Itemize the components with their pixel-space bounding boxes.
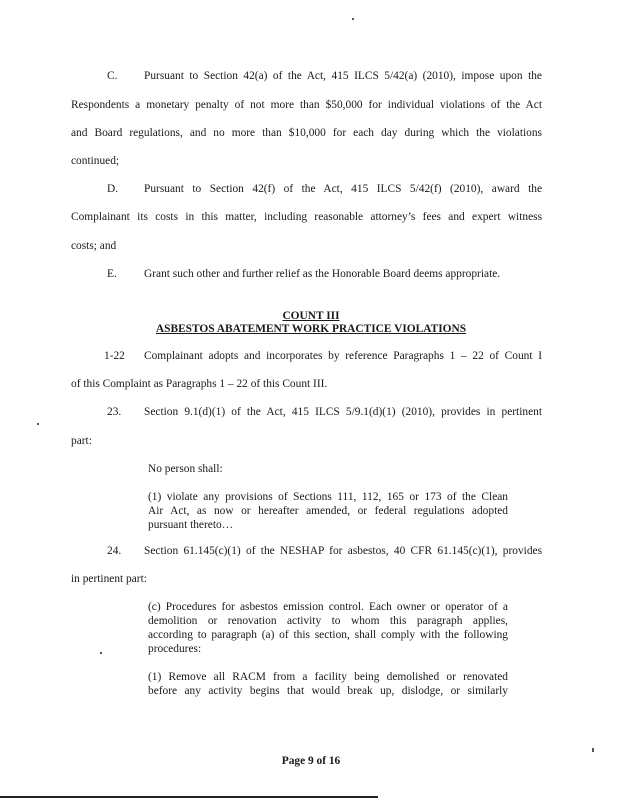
scan-speck <box>352 18 354 20</box>
paragraph-d-line-2: Complainant its costs in this matter, including reasonable attorney’s fees and expert witness <box>71 211 542 223</box>
paragraph-e-line-1: Grant such other and further relief as the Honorable Board deems appropriate. <box>144 268 501 280</box>
paragraph-c-label: C. <box>107 70 118 82</box>
paragraph-d-line-3: costs; and <box>71 240 117 252</box>
paragraph-23-line-1: Section 9.1(d)(1) of the Act, 415 ILCS 5/9.1(d)(1) (2010), provides in pertinent <box>144 406 542 418</box>
paragraph-d-label: D. <box>107 183 119 195</box>
paragraph-1-22-line-1: Complainant adopts and incorporates by reference Paragraphs 1 – 22 of Count I <box>144 350 542 362</box>
paragraph-c-line-1: Pursuant to Section 42(a) of the Act, 415 ILCS 5/42(a) (2010), impose upon the <box>144 70 542 82</box>
count-title-heading: ASBESTOS ABATEMENT WORK PRACTICE VIOLATIONS <box>155 323 467 335</box>
quote-24a-block <box>148 601 508 657</box>
paragraph-24-line-1: Section 61.145(c)(1) of the NESHAP for asbestos, 40 CFR 61.145(c)(1), provides <box>144 545 542 557</box>
paragraph-d-line-1: Pursuant to Section 42(f) of the Act, 415 ILCS 5/42(f) (2010), award the <box>144 183 542 195</box>
paragraph-23-label: 23. <box>107 406 122 418</box>
quote-24b-line-2: before any activity begins that would break up, dislodge, or similarly <box>148 685 508 697</box>
quote-24b-block <box>148 671 508 699</box>
count-number-heading: COUNT III <box>282 310 340 322</box>
page-number-footer: Page 9 of 16 <box>281 755 341 767</box>
paragraph-c-line-2: Respondents a monetary penalty of not more than $50,000 for individual violations of the Act <box>71 99 542 111</box>
paragraph-24-label: 24. <box>107 545 122 557</box>
quote-24a-line-3: according to paragraph (a) of this section, shall comply with the following <box>148 629 508 641</box>
paragraph-1-22-line-2: of this Complaint as Paragraphs 1 – 22 of this Count III. <box>71 378 328 390</box>
paragraph-24-line-2: in pertinent part: <box>71 573 147 585</box>
paragraph-c-line-4: continued; <box>71 155 120 167</box>
scan-speck <box>100 652 102 654</box>
paragraph-c-line-3: and Board regulations, and no more than $10,000 for each day during which the violations <box>71 127 542 139</box>
bottom-rule <box>0 796 378 798</box>
quote-23-block <box>148 491 508 533</box>
paragraph-1-22-label: 1-22 <box>104 350 125 362</box>
paragraph-23-line-2: part: <box>71 435 92 447</box>
scan-speck <box>37 423 39 425</box>
quote-23-line-1: (1) violate any provisions of Sections 111, 112, 165 or 173 of the Clean <box>148 491 508 503</box>
quote-24a-line-4: procedures: <box>148 643 202 655</box>
quote-23-intro: No person shall: <box>148 463 223 475</box>
quote-23-line-3: pursuant thereto… <box>148 519 234 531</box>
paragraph-e-label: E. <box>107 268 117 280</box>
quote-23-line-2: Air Act, as now or hereafter amended, or federal regulations adopted <box>148 505 508 517</box>
quote-24a-line-1: (c) Procedures for asbestos emission control. Each owner or operator of a <box>148 601 508 613</box>
scan-speck <box>592 748 594 752</box>
quote-24b-line-1: (1) Remove all RACM from a facility being demolished or renovated <box>148 671 508 683</box>
quote-24a-line-2: demolition or renovation activity to whom this paragraph applies, <box>148 615 508 627</box>
